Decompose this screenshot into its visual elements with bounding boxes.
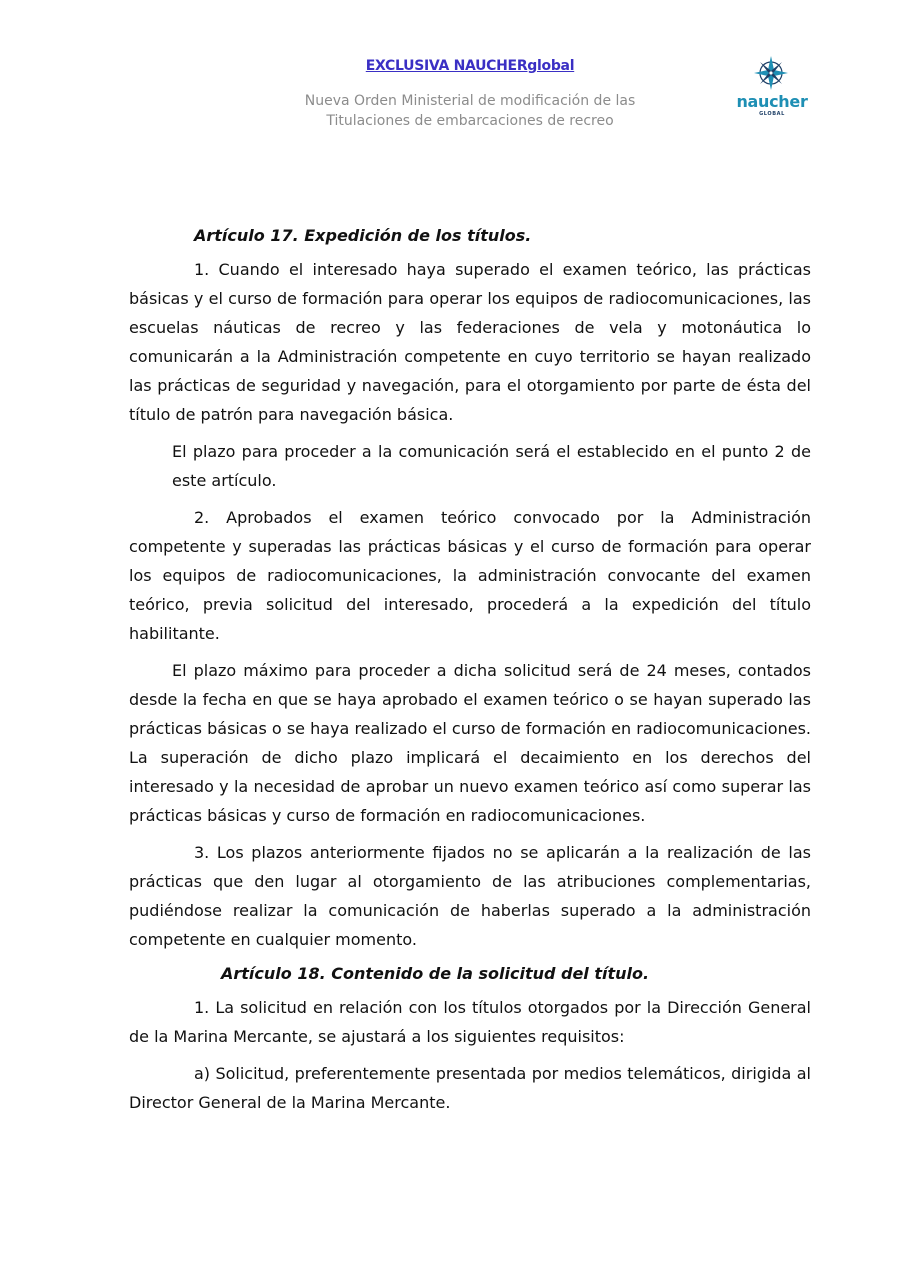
header-subtitle: [200, 91, 740, 131]
article-17-paragraph-3: 2. Aprobados el examen teórico convocado por la Administración competente y superadas las prácticas básicas y el curso de formación para operar los equipos de radiocomunicaciones, la administración convocante del examen teórico, previa solicitud del interesado, procederá a la expedición del título habilitante.: [129, 508, 811, 643]
header-subtitle-line2: Titulaciones de embarcaciones de recreo: [326, 113, 614, 129]
article-17-paragraph-2: El plazo para proceder a la comunicación será el establecido en el punto 2 de este artículo.: [172, 442, 811, 490]
page-header: [200, 55, 740, 131]
compass-star-icon: [730, 55, 814, 91]
article-18-paragraph-1: 1. La solicitud en relación con los títulos otorgados por la Dirección General de la Marina Mercante, se ajustará a los siguientes requisitos:: [129, 998, 811, 1046]
logo-wordmark: naucher: [736, 92, 808, 111]
article-18-paragraph-2: a) Solicitud, preferentemente presentada por medios telemáticos, dirigida al Director General de la Marina Mercante.: [129, 1064, 811, 1112]
article-17-paragraph-4: El plazo máximo para proceder a dicha solicitud será de 24 meses, contados desde la fecha en que se haya aprobado el examen teórico o se hayan superado las prácticas básicas o se haya realizado el curso de formación en radiocomunicaciones. La superación de dicho plazo implicará el decaimiento en los derechos del interesado y la necesidad de aprobar un nuevo examen teórico así como superar las prácticas básicas y curso de formación en radiocomunicaciones.: [129, 661, 811, 825]
article-17-paragraph-1: 1. Cuando el interesado haya superado el examen teórico, las prácticas básicas y el curso de formación para operar los equipos de radiocomunicaciones, las escuelas náuticas de recreo y las federaciones de vela y motonáutica lo comunicarán a la Administración competente en cuyo territorio se hayan realizado las prácticas de seguridad y navegación, para el otorgamiento por parte de ésta del título de patrón para navegación básica.: [129, 260, 811, 424]
article-17-paragraph-5: 3. Los plazos anteriormente fijados no se aplicarán a la realización de las prácticas que den lugar al otorgamiento de las atribuciones complementarias, pudiéndose realizar la comunicación de haberlas superado a la administración competente en cualquier momento.: [129, 843, 811, 949]
header-subtitle-line1: Nueva Orden Ministerial de modificación de las: [304, 93, 636, 109]
naucher-logo: [730, 55, 814, 121]
exclusive-link[interactable]: EXCLUSIVA NAUCHERglobal: [365, 58, 575, 74]
article-18-title: Artículo 18. Contenido de la solicitud del título.: [221, 964, 650, 983]
article-17-title: Artículo 17. Expedición de los títulos.: [194, 226, 532, 245]
document-body: [129, 224, 811, 1125]
logo-subtext: GLOBAL: [759, 111, 785, 117]
